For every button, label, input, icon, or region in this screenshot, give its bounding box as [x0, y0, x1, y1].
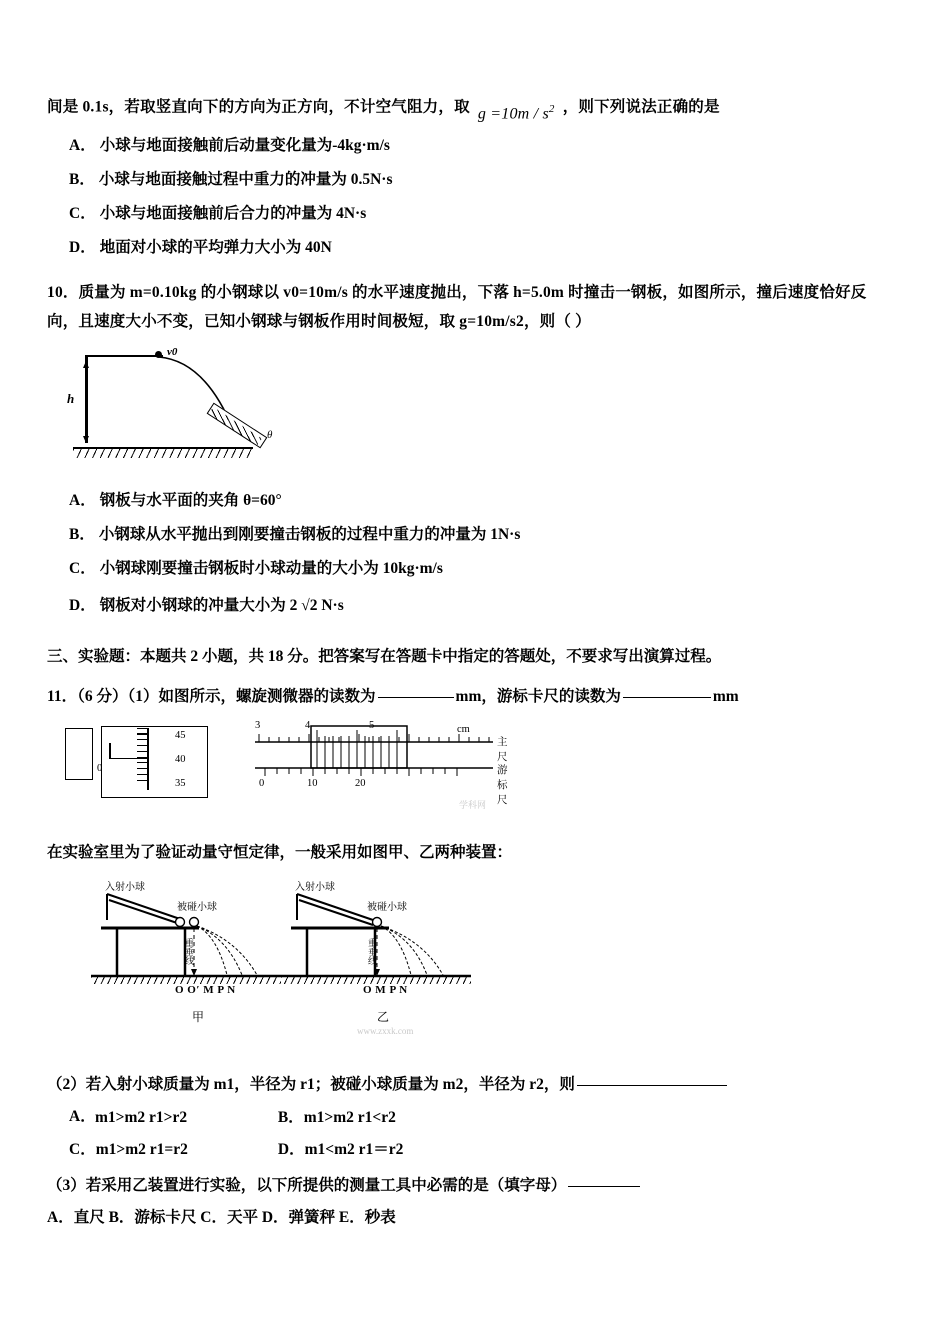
device-jia — [87, 876, 307, 1051]
q10-option-c — [69, 557, 907, 580]
devices-watermark: www.zxxk.com — [357, 1025, 414, 1036]
device-jia-caption: 甲 — [192, 1009, 205, 1024]
figure-theta-label: θ — [267, 428, 273, 441]
figure-projectile-steel-plate — [55, 347, 907, 467]
q11-text: 11．（6 分）（1）如图所示，螺旋测微器的读数为 — [47, 687, 376, 705]
device-yi-ground-hatch — [281, 976, 471, 984]
q11-2-options-row-2 — [69, 1137, 907, 1159]
q11-2-options-row-1b — [69, 1105, 907, 1127]
q11-unit-1: mm，游标卡尺的读数为 — [455, 687, 621, 705]
section-3-heading: 三、实验题：本题共 2 小题，共 18 分。把答案写在答题卡中指定的答题处，不要求写出演算过程。 — [47, 647, 722, 665]
q10-option-c-label: C． — [69, 560, 96, 578]
figure-h-label: h — [67, 390, 75, 406]
question-10-stem — [47, 278, 907, 307]
device-yi — [277, 876, 497, 1051]
figure-momentum-devices — [57, 876, 907, 1056]
q10-option-b — [69, 523, 907, 546]
q9-option-b-label: B． — [69, 170, 95, 188]
device-jia-marks: O O′ M P N — [175, 983, 236, 996]
q10-option-d — [69, 594, 907, 617]
micrometer-tick-label-40: 40 — [175, 753, 186, 765]
q9-option-b — [69, 168, 907, 191]
q10-option-d-text: 钢板对小钢球的冲量大小为 2 √2 N·s — [99, 597, 344, 615]
q10-option-a — [69, 489, 907, 512]
q11-3-options: A．直尺 B．游标卡尺 C．天平 D．弹簧秤 E．秒表 — [47, 1208, 396, 1226]
q10-option-c-text: 小钢球刚要撞击钢板时小球动量的大小为 10kg·m/s — [99, 560, 443, 578]
q11-2-answer-blank[interactable] — [577, 1084, 727, 1086]
q10-option-a-label: A． — [69, 491, 96, 509]
q11-unit-2: mm — [712, 687, 739, 705]
ground-hatching — [73, 449, 253, 458]
q9-option-a-label: A． — [69, 136, 96, 154]
question-11-line — [47, 684, 907, 706]
q11-2-option-a: A． — [69, 1107, 96, 1125]
q9-tail-text: 间是 0.1s，若取竖直向下的方向为正方向，不计空气阻力，取 — [47, 98, 470, 116]
q10-stem-line-1: 质量为 m=0.10kg 的小钢球以 v0=10m/s 的水平速度抛出，下落 h=5.0m 时撞击一钢板，如图所示，撞后速度恰好反 — [78, 283, 867, 301]
micrometer-anvil — [65, 728, 93, 780]
device-jia-incident-label: 入射小球 — [105, 881, 145, 893]
q9-option-c — [69, 202, 907, 225]
caliper-vernier-scale-name: 游标尺 — [497, 764, 508, 806]
q11-2-option-c-text: m1>m2 r1=r2 — [95, 1140, 188, 1158]
q9-option-d — [69, 236, 907, 259]
question-11-3-line: （3）若采用乙装置进行实验，以下所提供的测量工具中必需的是（填字母） — [47, 1173, 907, 1195]
q9-formula: $g =10m / s^2$ — [477, 103, 555, 123]
q9-option-c-text: 小球与地面接触前后合力的冲量为 4N·s — [99, 205, 367, 223]
micrometer-spindle-vertical — [109, 743, 111, 759]
q9-option-d-label: D． — [69, 239, 96, 257]
q11-2-option-d-label: D． — [277, 1140, 305, 1158]
caliper-main-label-3: 3 — [255, 719, 261, 731]
q10-number: 10． — [47, 283, 79, 301]
document-content — [47, 92, 907, 1227]
device-jia-struck-label: 被碰小球 — [177, 901, 217, 913]
question-11-2-line: （2）若入射小球质量为 m1，半径为 r1；被碰小球质量为 m2，半径为 r2，则 — [47, 1072, 907, 1094]
q11-2-option-c-label: C． — [69, 1140, 96, 1158]
figure-watermark: 学科网 — [459, 799, 487, 810]
q10-option-b-text: 小钢球从水平抛出到刚要撞击钢板的过程中重力的冲量为 1N·s — [98, 525, 521, 543]
device-jia-ground-hatch — [91, 976, 281, 984]
caliper-unit-label: cm — [457, 723, 470, 735]
q11-answer-blank-1[interactable] — [378, 696, 454, 698]
caliper-vernier-label-20: 20 — [355, 777, 366, 789]
lab-intro-text: 在实验室里为了验证动量守恒定律，一般采用如图甲、乙两种装置： — [47, 843, 513, 861]
device-yi-marks: O M P N — [363, 983, 408, 996]
micrometer-thimble-line — [147, 728, 149, 790]
q11-2-option-a-text: m1>m2 r1>r2 — [95, 1108, 188, 1126]
figure-v0-label: v0 — [167, 345, 178, 358]
device-yi-caption: 乙 — [377, 1009, 390, 1024]
q10-option-b-label: B． — [69, 525, 95, 543]
micrometer-tick-label-35: 35 — [175, 777, 186, 789]
q9-option-c-label: C． — [69, 205, 96, 223]
caliper-main-label-5: 5 — [369, 719, 375, 731]
device-yi-struck-label: 被碰小球 — [367, 901, 407, 913]
question-9-stem-tail — [47, 92, 907, 123]
q10-option-a-text: 钢板与水平面的夹角 θ=60° — [99, 491, 282, 509]
q9-tail-text-2: ，则下列说法正确的是 — [562, 98, 720, 116]
q10-stem-line-2-wrap — [47, 307, 907, 336]
q9-option-a-text: 小球与地面接触前后动量变化量为-4kg·m/s — [99, 136, 390, 154]
q10-stem-line-2: 向，且速度大小不变，已知小钢球与钢板作用时间极短，取 g=10m/s2，则（ ） — [47, 313, 591, 331]
caliper-main-label-4: 4 — [305, 719, 311, 731]
micrometer-body — [101, 726, 208, 798]
q10-option-d-label: D． — [69, 597, 96, 615]
caliper-vernier-label-10: 10 — [307, 777, 318, 789]
micrometer-thimble-ticks — [137, 728, 147, 786]
q11-2-option-b-text: m1>m2 r1<r2 — [303, 1108, 396, 1126]
micrometer-zero-label: 0 — [97, 762, 103, 774]
device-yi-incident-label: 入射小球 — [295, 881, 335, 893]
q11-2-option-d-text: m1<m2 r1＝r2 — [304, 1140, 404, 1158]
q11-2-option-c — [69, 1137, 274, 1159]
device-jia-plumb-label: 重垂线 — [184, 937, 194, 965]
q9-option-d-text: 地面对小球的平均弹力大小为 40N — [99, 239, 332, 257]
caliper-vernier-label-0: 0 — [259, 777, 265, 789]
q11-answer-blank-2[interactable] — [623, 696, 711, 698]
device-yi-plumb-label: 重垂线 — [367, 937, 377, 965]
caliper-main-scale-name: 主尺 — [497, 736, 508, 763]
figure-measuring-instruments — [59, 718, 907, 810]
q9-option-b-text: 小球与地面接触过程中重力的冲量为 0.5N·s — [98, 170, 393, 188]
q11-2-option-d — [278, 1141, 404, 1158]
micrometer-tick-label-45: 45 — [175, 729, 186, 741]
q11-3-answer-blank[interactable] — [568, 1185, 640, 1187]
q11-2-option-b-label: B． — [277, 1108, 304, 1126]
q9-option-a — [69, 134, 907, 157]
